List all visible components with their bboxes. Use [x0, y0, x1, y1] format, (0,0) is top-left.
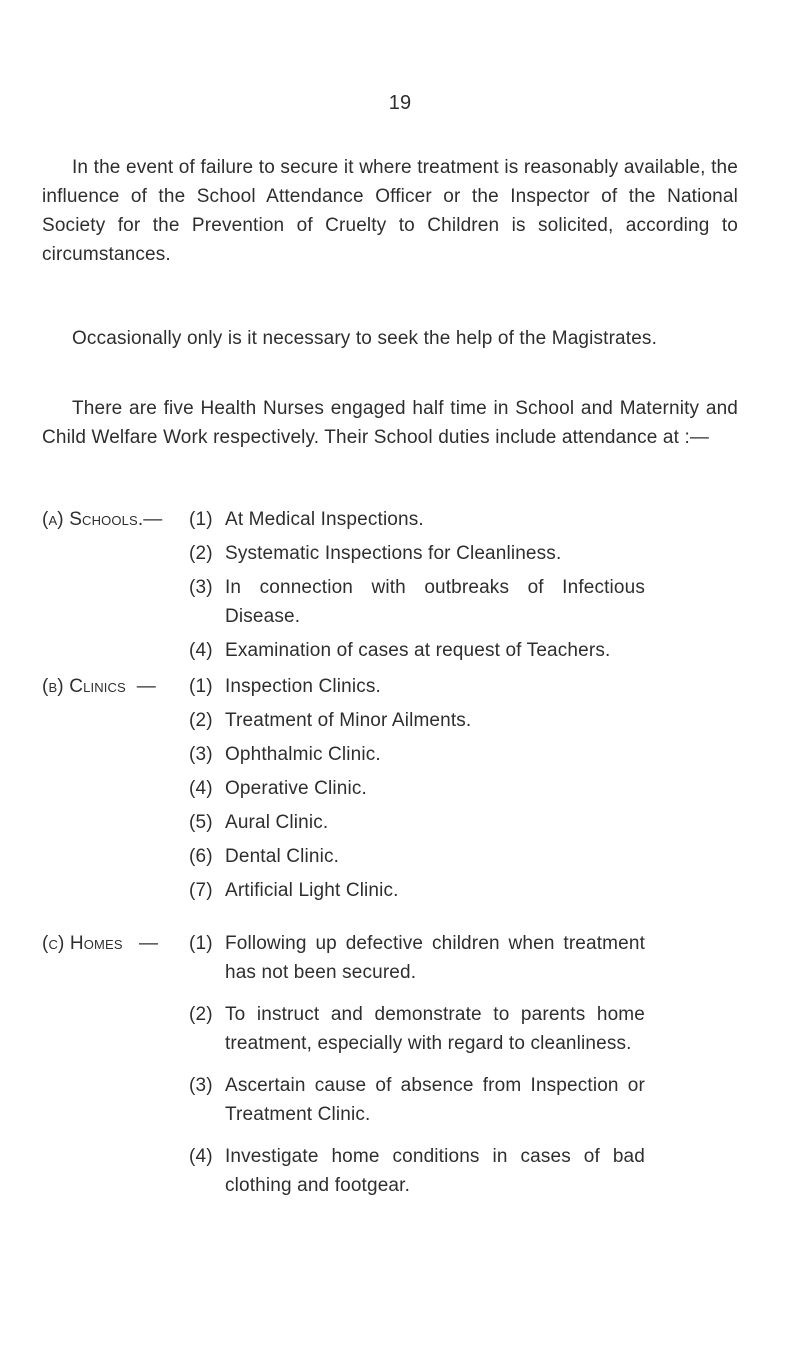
list-item	[42, 808, 742, 837]
item-text: Investigate home conditions in cases of bad clothing and footgear.	[225, 1146, 645, 1196]
item-number: (1)	[189, 509, 213, 530]
list-item	[42, 876, 742, 905]
paragraph-magistrates: Occasionally only is it necessary to seek the help of the Magistrates.	[72, 328, 657, 349]
item-text: Following up defective children when treatment has not been secured.	[225, 933, 645, 983]
item-number: (2)	[189, 543, 213, 564]
item-number: (5)	[189, 812, 213, 833]
list-item	[42, 636, 742, 665]
section-homes	[42, 929, 742, 1200]
item-text: Inspection Clinics.	[225, 676, 381, 697]
list-item	[42, 929, 742, 987]
paragraph-failure-to-secure-treatment: In the event of failure to secure it where treatment is reasonably available, the influence of the School Attendance Officer or the Inspector of the National Society for the Prevention of Cruelty to Children is solicited, according to circumstances.	[42, 157, 738, 265]
list-item	[42, 740, 742, 769]
paragraph-health-nurses: There are five Health Nurses engaged half time in School and Maternity and Child Welfare Work respectively. Their School duties include attendance at :—	[42, 398, 738, 448]
section-schools	[42, 505, 742, 665]
item-text: At Medical Inspections.	[225, 509, 424, 530]
item-text: In connection with outbreaks of Infectious Disease.	[225, 577, 645, 627]
item-text: Systematic Inspections for Cleanliness.	[225, 543, 562, 564]
list-item	[42, 505, 742, 534]
item-text: Operative Clinic.	[225, 778, 367, 799]
item-number: (3)	[189, 1075, 213, 1096]
item-text: Dental Clinic.	[225, 846, 340, 867]
section-label: (b) Clinics —	[42, 676, 156, 697]
section-clinics	[42, 672, 742, 905]
list-item	[42, 1142, 742, 1200]
page-number: 19	[388, 92, 412, 114]
item-number: (1)	[189, 676, 213, 697]
section-label: (a) Schools.—	[42, 509, 163, 530]
item-number: (2)	[189, 1004, 213, 1025]
item-text: Treatment of Minor Ailments.	[225, 710, 472, 731]
list-item	[42, 672, 742, 701]
item-text: Examination of cases at request of Teachers.	[225, 640, 611, 661]
section-label: (c) Homes —	[42, 933, 159, 954]
item-number: (6)	[189, 846, 213, 867]
list-item	[42, 573, 742, 631]
item-text: To instruct and demonstrate to parents home treatment, especially with regard to cleanliness.	[225, 1004, 645, 1054]
item-number: (7)	[189, 880, 213, 901]
item-number: (3)	[189, 744, 213, 765]
list-item	[42, 1071, 742, 1129]
item-text: Artificial Light Clinic.	[225, 880, 399, 901]
item-number: (2)	[189, 710, 213, 731]
item-text: Aural Clinic.	[225, 812, 329, 833]
item-number: (4)	[189, 640, 213, 661]
item-text: Ophthalmic Clinic.	[225, 744, 381, 765]
list-item	[42, 1000, 742, 1058]
item-text: Ascertain cause of absence from Inspection or Treatment Clinic.	[225, 1075, 645, 1125]
list-item	[42, 842, 742, 871]
item-number: (4)	[189, 778, 213, 799]
list-item	[42, 539, 742, 568]
list-item	[42, 706, 742, 735]
item-number: (3)	[189, 577, 213, 598]
item-number: (1)	[189, 933, 213, 954]
list-item	[42, 774, 742, 803]
item-number: (4)	[189, 1146, 213, 1167]
